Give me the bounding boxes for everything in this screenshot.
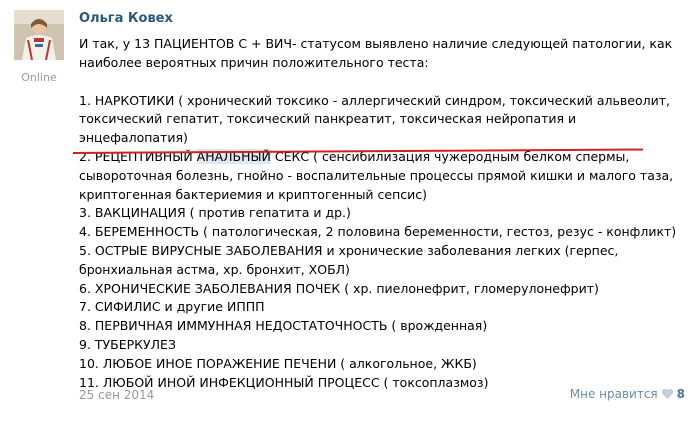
avatar[interactable] xyxy=(14,10,64,60)
post-body xyxy=(79,35,684,392)
like-count: 8 xyxy=(676,387,685,401)
post-date[interactable]: 25 сен 2014 xyxy=(79,388,155,402)
online-status: Online xyxy=(21,71,57,84)
post-intro: И так, у 13 ПАЦИЕНТОВ С + ВИЧ- статусом выявлено наличие следующей патологии, как наиболее вероятных причин положительного теста: xyxy=(79,36,673,70)
list-item: 6. ХРОНИЧЕСКИЕ ЗАБОЛЕВАНИЯ ПОЧЕК ( хр. пиелонефрит, гломерулонефрит) xyxy=(79,280,599,296)
like-button[interactable] xyxy=(570,387,685,401)
list-item: 8. ПЕРВИЧНАЯ ИММУННАЯ НЕДОСТАТОЧНОСТЬ ( врожденная) xyxy=(79,318,488,334)
list-item: 9. ТУБЕРКУЛЕЗ xyxy=(79,336,176,352)
like-label: Мне нравится xyxy=(569,387,658,401)
list-item: 4. БЕРЕМЕННОСТЬ ( патологическая, 2 половина беременности, гестоз, резус - конфликт) xyxy=(79,224,677,240)
pathology-list xyxy=(79,92,684,393)
list-item: 1. НАРКОТИКИ ( хронический токсико - аллергический синдром, токсический альвеолит, токсический гепатит, токсический панкреатит, токсическая нейропатия и энцефалопатия) xyxy=(79,92,670,146)
item-prefix: 2. РЕЦЕПТИВНЫЙ xyxy=(79,148,197,164)
highlighted-word: АНАЛЬНЫЙ xyxy=(196,148,271,164)
list-item xyxy=(79,148,684,204)
list-item: 11. ЛЮБОЙ ИНОЙ ИНФЕКЦИОННЫЙ ПРОЦЕСС ( токсоплазмоз) xyxy=(79,374,489,390)
list-item: 10. ЛЮБОЕ ИНОЕ ПОРАЖЕНИЕ ПЕЧЕНИ ( алкогольное, ЖКБ) xyxy=(79,355,477,371)
list-item: 7. СИФИЛИС и другие ИППП xyxy=(79,299,265,315)
heart-icon xyxy=(661,388,674,400)
item-suffix: СЕКС ( сенсибилизация чужеродным белком спермы, сывороточная болезнь, гнойно - воспалительные процессы прямой кишки и малого таза, криптогенная бактериемия и криптогенный сепсис) xyxy=(79,148,674,202)
author-name[interactable]: Ольга Ковех xyxy=(79,11,173,26)
paragraph-gap xyxy=(79,73,684,92)
list-item: 3. ВАКЦИНАЦИЯ ( против гепатита и др.) xyxy=(79,205,351,221)
list-item: 5. ОСТРЫЕ ВИРУСНЫЕ ЗАБОЛЕВАНИЯ и хронические заболевания легких (герпес, бронхиальная астма, хр. бронхит, ХОБЛ) xyxy=(79,242,619,277)
